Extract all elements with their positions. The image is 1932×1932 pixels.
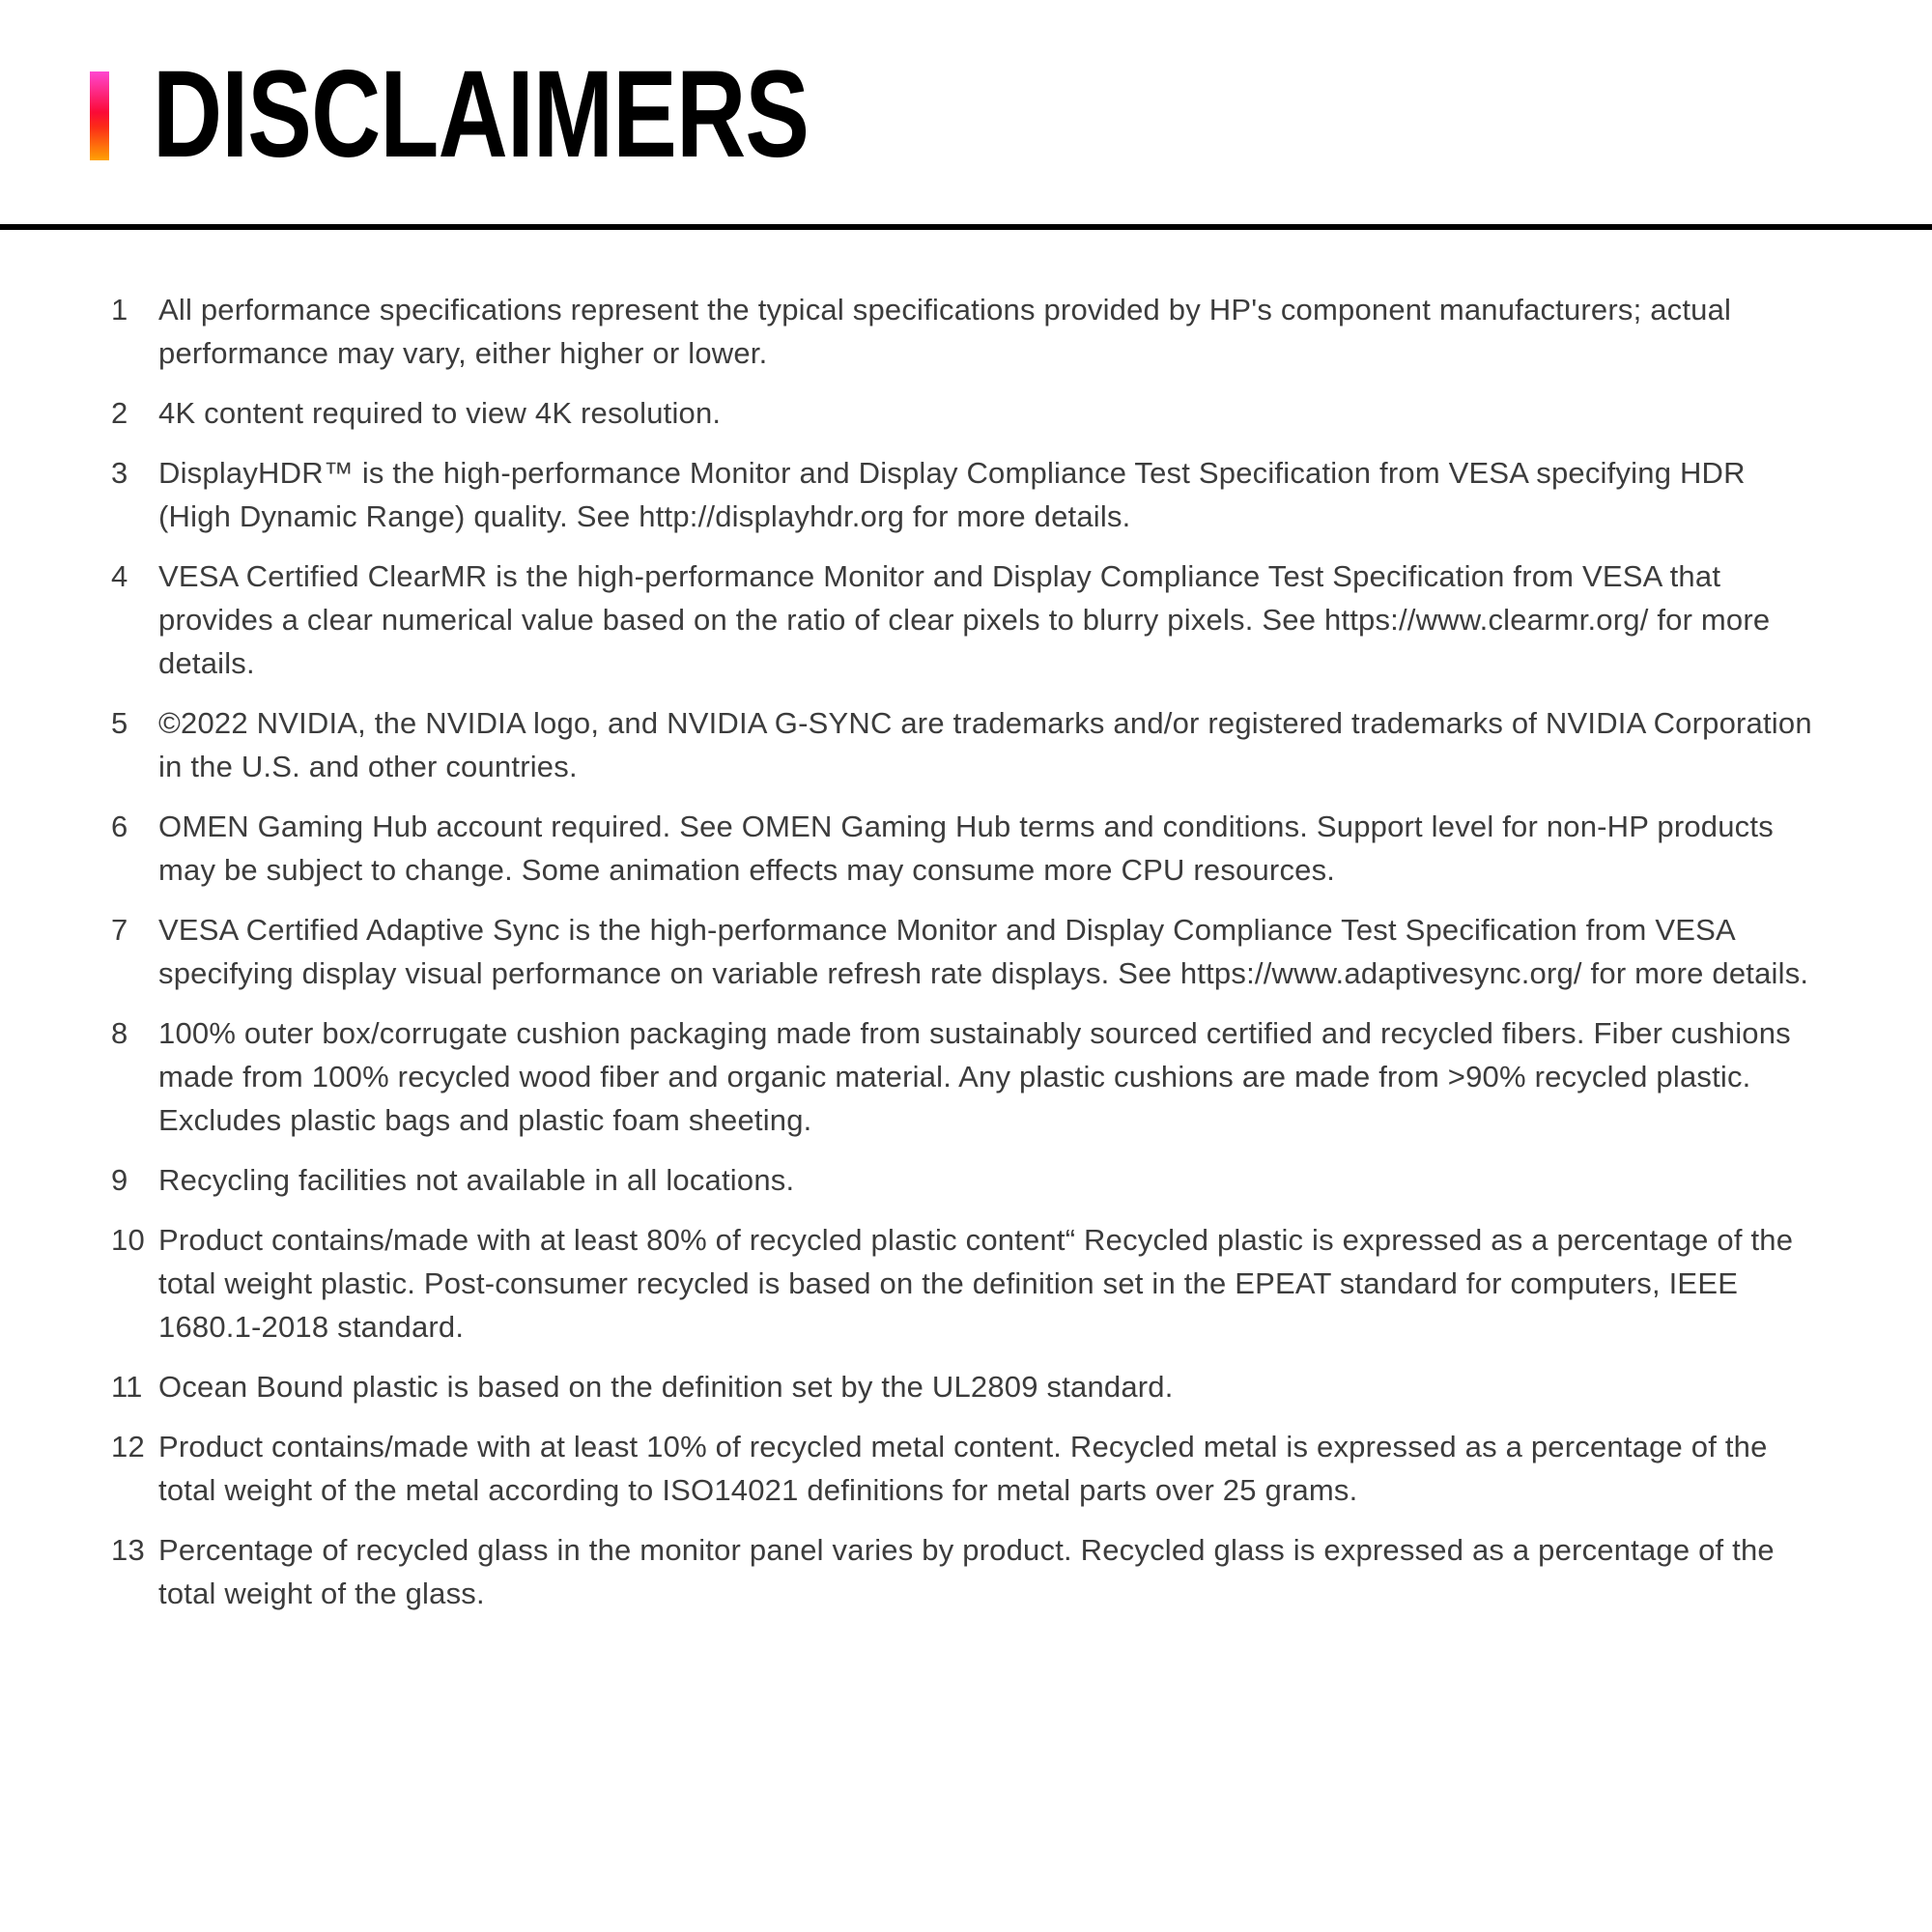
list-item-number: 8 <box>111 1016 128 1050</box>
list-item-text: OMEN Gaming Hub account required. See OMEN Gaming Hub terms and conditions. Support level for non-HP products may be subject to change. Some animation effects may consume more CPU resources. <box>158 810 1774 887</box>
list-item-number: 4 <box>111 559 128 593</box>
list-item-number: 2 <box>111 396 128 430</box>
list-item-text: Percentage of recycled glass in the monitor panel varies by product. Recycled glass is expressed as a percentage of the total weight of the glass. <box>158 1533 1775 1610</box>
list-item-number: 9 <box>111 1163 128 1197</box>
list-item <box>111 288 1819 375</box>
list-item <box>111 1365 1819 1408</box>
list-item <box>111 701 1819 788</box>
list-item-text: Ocean Bound plastic is based on the definition set by the UL2809 standard. <box>158 1370 1174 1404</box>
list-item-number: 7 <box>111 913 128 947</box>
title-divider <box>0 224 1932 230</box>
list-item <box>111 908 1819 995</box>
list-item-text: Product contains/made with at least 80% of recycled plastic content“ Recycled plastic is expressed as a percentage of the total weight plastic. Post-consumer recycled is based on the definition set in the EPEAT standard for computers, IEEE 1680.1-2018 standard. <box>158 1223 1794 1344</box>
list-item-text: All performance specifications represent the typical specifications provided by HP's component manufacturers; actual performance may vary, either higher or lower. <box>158 293 1732 370</box>
list-item-text: ©2022 NVIDIA, the NVIDIA logo, and NVIDIA G-SYNC are trademarks and/or registered trademarks of NVIDIA Corporation in the U.S. and other countries. <box>158 706 1812 783</box>
list-item-text: 100% outer box/corrugate cushion packaging made from sustainably sourced certified and recycled fibers. Fiber cushions made from 100% recycled wood fiber and organic material. Any plastic cushions are made from >90% recycled plastic. Excludes plastic bags and plastic foam sheeting. <box>158 1016 1791 1137</box>
list-item <box>111 451 1819 538</box>
list-item <box>111 1425 1819 1512</box>
list-item-number: 6 <box>111 810 128 843</box>
disclaimer-list <box>111 288 1819 1632</box>
list-item-number: 11 <box>111 1370 143 1404</box>
list-item-number: 13 <box>111 1533 145 1567</box>
list-item-number: 12 <box>111 1430 145 1463</box>
list-item <box>111 1218 1819 1349</box>
list-item-number: 10 <box>111 1223 145 1257</box>
list-item-text: Product contains/made with at least 10% of recycled metal content. Recycled metal is expressed as a percentage of the total weight of the metal according to ISO14021 definitions for metal parts over 25 grams. <box>158 1430 1768 1507</box>
list-item <box>111 1011 1819 1142</box>
title-accent-bar <box>90 71 109 160</box>
list-item <box>111 554 1819 685</box>
list-item-text: DisplayHDR™ is the high-performance Monitor and Display Compliance Test Specification from VESA specifying HDR (High Dynamic Range) quality. See http://displayhdr.org for more details. <box>158 456 1746 533</box>
list-item-number: 5 <box>111 706 128 740</box>
list-item-text: VESA Certified ClearMR is the high-performance Monitor and Display Compliance Test Specification from VESA that provides a clear numerical value based on the ratio of clear pixels to blurry pixels. See https://www.clearmr.org/ for more details. <box>158 559 1771 680</box>
list-item-text: 4K content required to view 4K resolution. <box>158 396 722 430</box>
page-header <box>0 0 1932 224</box>
list-item-number: 3 <box>111 456 128 490</box>
list-item-number: 1 <box>111 293 128 327</box>
list-item-text: Recycling facilities not available in all locations. <box>158 1163 795 1197</box>
list-item <box>111 391 1819 435</box>
list-item-text: VESA Certified Adaptive Sync is the high-performance Monitor and Display Compliance Test Specification from VESA specifying display visual performance on variable refresh rate displays. See https://www.adaptivesync.org/ for more details. <box>158 913 1809 990</box>
list-item <box>111 805 1819 892</box>
page-title: DISCLAIMERS <box>153 45 810 184</box>
list-item <box>111 1528 1819 1615</box>
list-item <box>111 1158 1819 1202</box>
